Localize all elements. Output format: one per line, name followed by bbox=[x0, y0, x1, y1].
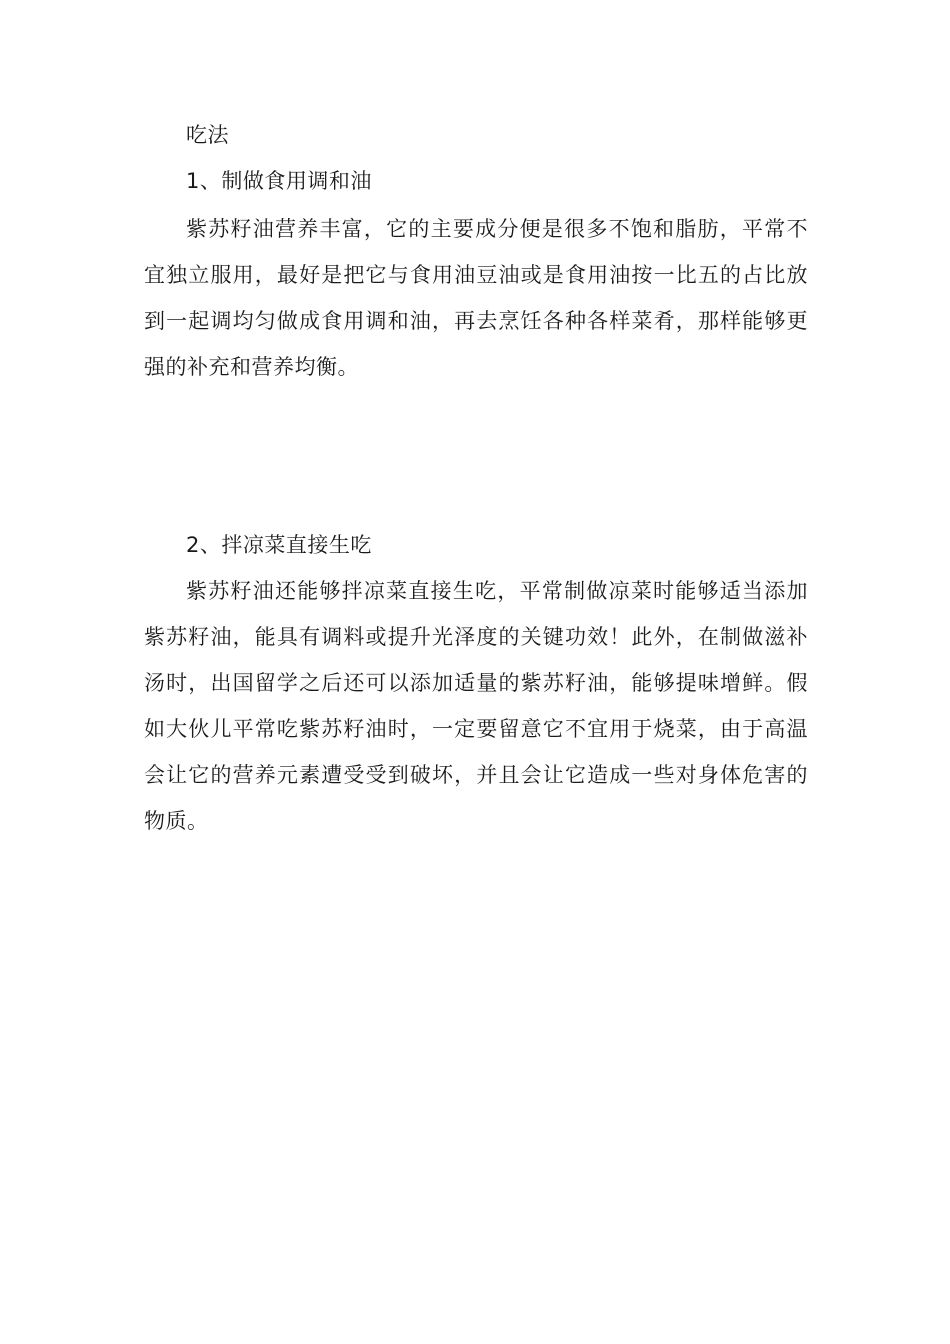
section-1-paragraph: 紫苏籽油营养丰富，它的主要成分便是很多不饱和脂肪，平常不宜独立服用，最好是把它与食用油豆油或是食用油按一比五的占比放到一起调均匀做成食用调和油，再去烹饪各种各样菜肴，那样能够更强的补充和营养均衡。 bbox=[144, 217, 808, 379]
section-1-heading: 1、制做食用调和油 bbox=[186, 169, 372, 193]
section-2-heading: 2、拌凉菜直接生吃 bbox=[186, 533, 372, 557]
document-title: 吃法 bbox=[186, 123, 229, 147]
section-2-paragraph: 紫苏籽油还能够拌凉菜直接生吃，平常制做凉菜时能够适当添加紫苏籽油，能具有调料或提升光泽度的关键功效！此外，在制做滋补汤时，出国留学之后还可以添加适量的紫苏籽油，能够提味增鲜。假如大伙儿平常吃紫苏籽油时，一定要留意它不宜用于烧菜，由于高温会让它的营养元素遭受受到破坏，并且会让它造成一些对身体危害的物质。 bbox=[144, 579, 808, 833]
